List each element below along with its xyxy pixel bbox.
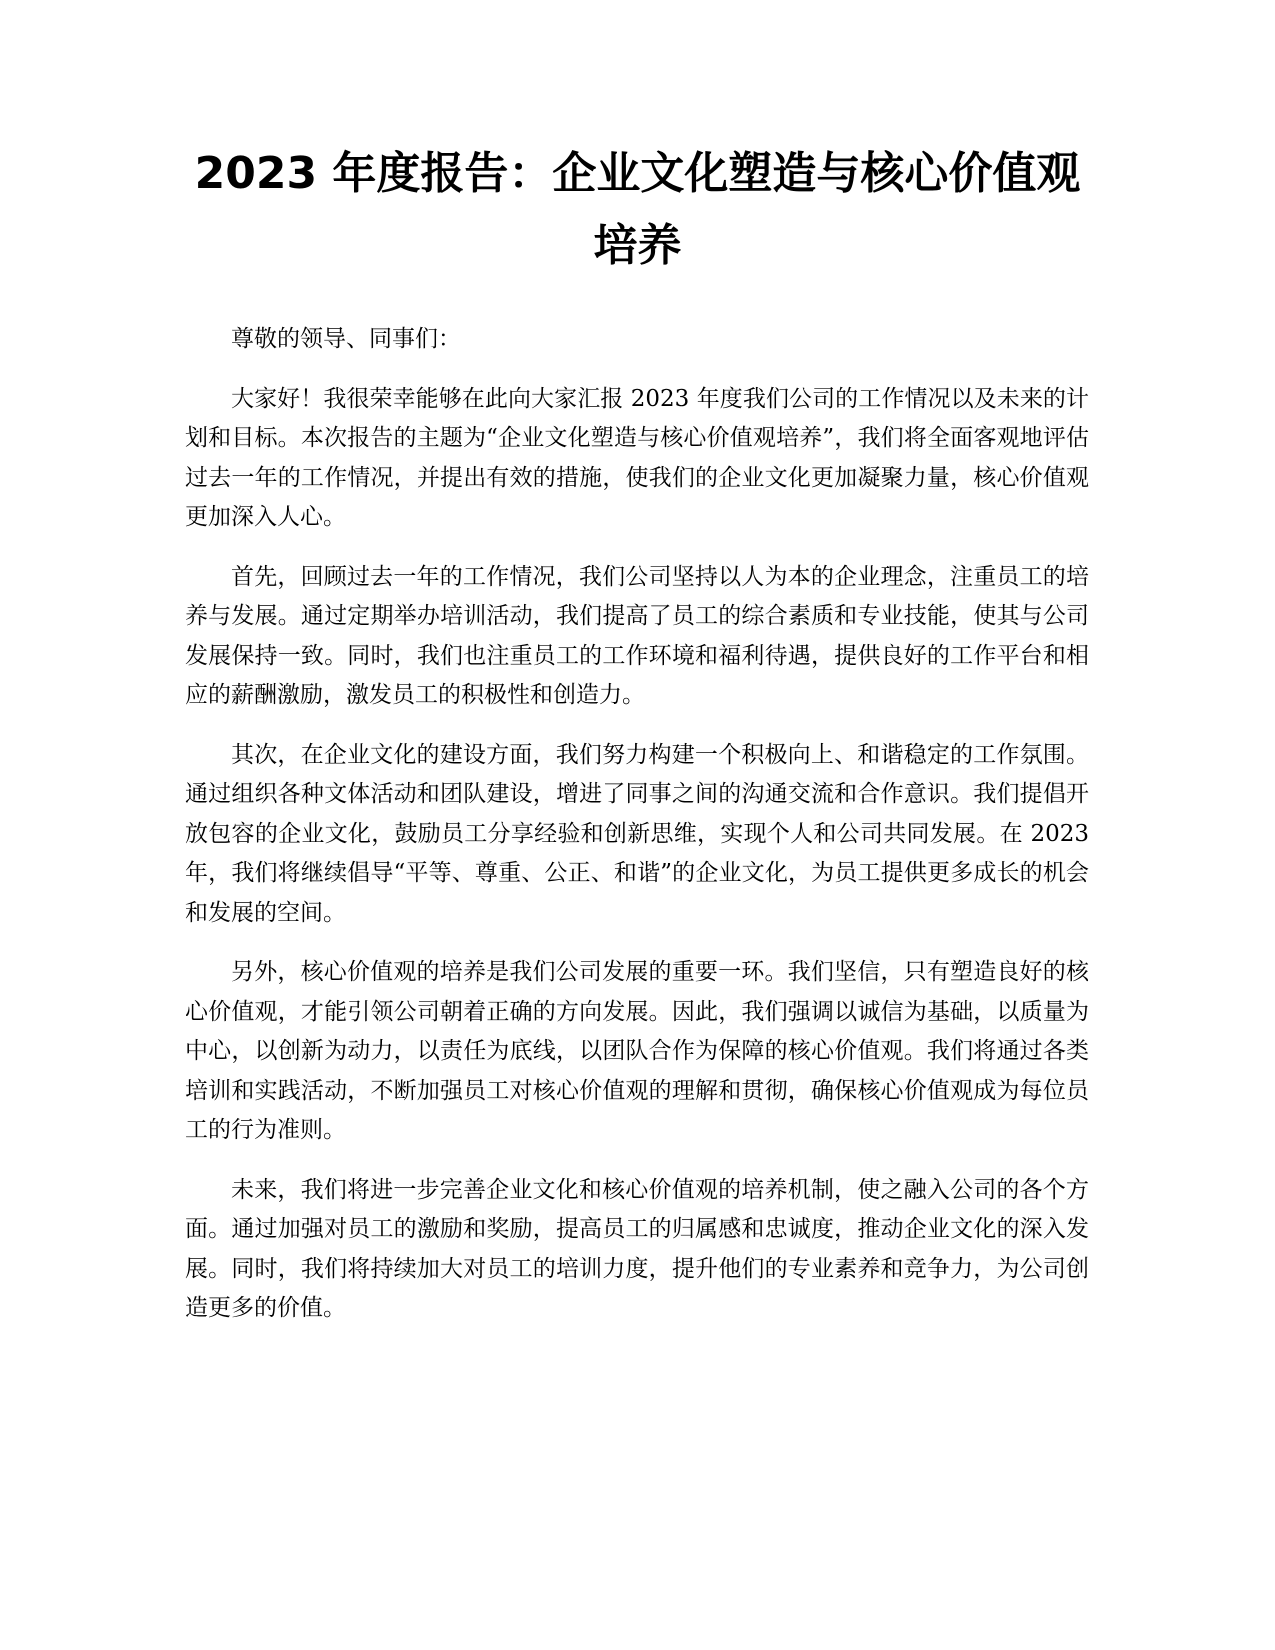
paragraph-future: 未来，我们将进一步完善企业文化和核心价值观的培养机制，使之融入公司的各个方面。通过加强对员工的激励和奖励，提高员工的归属感和忠诚度，推动企业文化的深入发展。同时，我们将持续加大对员工的培训力度，提升他们的专业素养和竞争力，为公司创造更多的价值。	[185, 1176, 1089, 1321]
paragraph-intro: 大家好！我很荣幸能够在此向大家汇报 2023 年度我们公司的工作情况以及未来的计划和目标。本次报告的主题为“企业文化塑造与核心价值观培养”，我们将全面客观地评估过去一年的工作情况，并提出有效的措施，使我们的企业文化更加凝聚力量，核心价值观更加深入人心。	[185, 385, 1089, 530]
document-title: 2023 年度报告：企业文化塑造与核心价值观培养	[194, 148, 1081, 271]
document-body	[185, 320, 1089, 1349]
paragraph-culture: 其次，在企业文化的建设方面，我们努力构建一个积极向上、和谐稳定的工作氛围。通过组织各种文体活动和团队建设，增进了同事之间的沟通交流和合作意识。我们提倡开放包容的企业文化，鼓励员工分享经验和创新思维，实现个人和公司共同发展。在 2023 年，我们将继续倡导“平等、尊重、公正、和谐”的企业文化，为员工提供更多成长的机会和发展的空间。	[185, 741, 1089, 926]
salutation: 尊敬的领导、同事们：	[231, 326, 461, 352]
paragraph-values: 另外，核心价值观的培养是我们公司发展的重要一环。我们坚信，只有塑造良好的核心价值观，才能引领公司朝着正确的方向发展。因此，我们强调以诚信为基础，以质量为中心，以创新为动力，以责任为底线，以团队合作为保障的核心价值观。我们将通过各类培训和实践活动，不断加强员工对核心价值观的理解和贯彻，确保核心价值观成为每位员工的行为准则。	[185, 959, 1089, 1143]
paragraph-review: 首先，回顾过去一年的工作情况，我们公司坚持以人为本的企业理念，注重员工的培养与发展。通过定期举办培训活动，我们提高了员工的综合素质和专业技能，使其与公司发展保持一致。同时，我们也注重员工的工作环境和福利待遇，提供良好的工作平台和相应的薪酬激励，激发员工的积极性和创造力。	[185, 563, 1089, 708]
